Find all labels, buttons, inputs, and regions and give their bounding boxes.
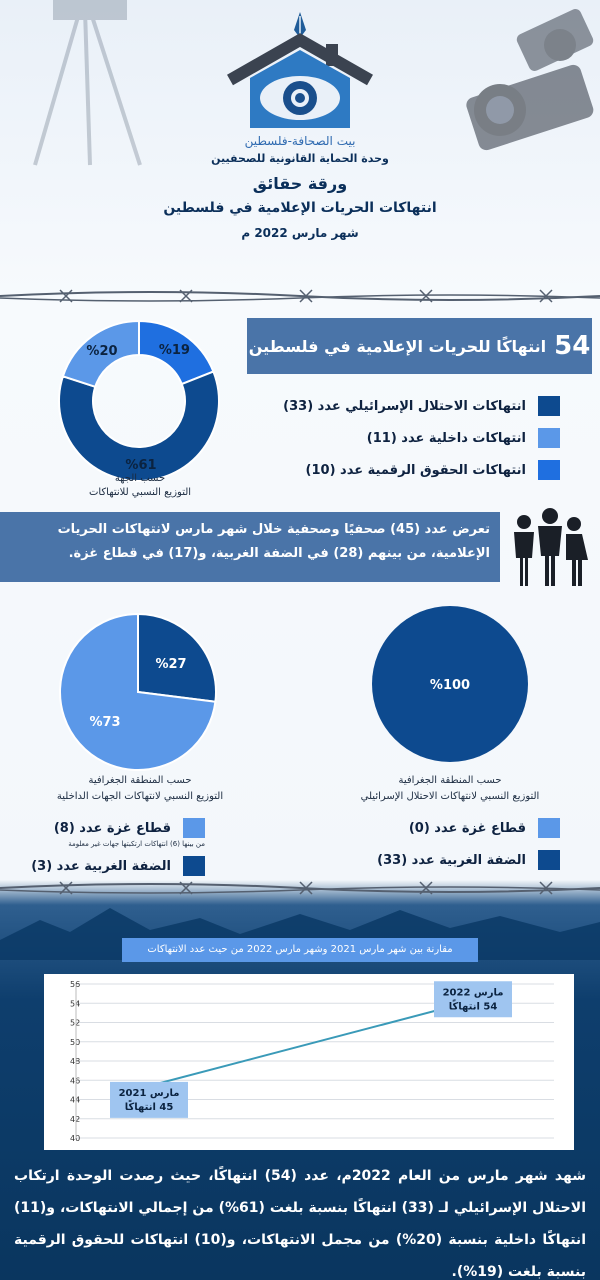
period: شهر مارس 2022 م bbox=[241, 226, 359, 240]
pie-slice-label: %27 bbox=[155, 656, 187, 672]
page-title: انتهاكات الحريات الإعلامية في فلسطين bbox=[163, 200, 437, 216]
headline-text: انتهاكًا للحريات الإعلامية في فلسطين bbox=[248, 336, 547, 356]
legend-swatch bbox=[183, 856, 205, 876]
journalists-banner: تعرض عدد (45) صحفيًا وصحفية خلال شهر مارس لانتهاكات الحريات الإعلامية، من بينهم (28) في الضفة الغربية، و(17) في قطاع غزة. bbox=[0, 512, 500, 582]
footer-summary: شهد شهر مارس من العام 2022م، عدد (54) انتهاكًا، حيث رصدت الوحدة ارتكاب الاحتلال الإسرائيلي لـ (33) انتهاكًا بنسبة بلغت (61%) من إجمالي الانتهاكات، و(11) انتهاكًا داخلية بنسبة (20%) من مجمل الانتهاكات، و(10) انتهاكات للحقوق الرقمية بنسبة بلغت (19%). bbox=[14, 1168, 586, 1280]
y-tick-label: 46 bbox=[70, 1076, 81, 1086]
internal-legend-gaza bbox=[54, 818, 205, 838]
legend-swatch bbox=[538, 850, 560, 870]
barbed-wire-divider bbox=[0, 876, 600, 900]
internal-pie-chart bbox=[58, 612, 218, 772]
donut-slice-label: %61 bbox=[125, 457, 157, 473]
entity-chart-title: التوزيع النسبي للانتهاكات bbox=[88, 487, 192, 498]
doc-type: ورقة حقائق bbox=[252, 174, 348, 193]
y-tick-label: 50 bbox=[70, 1037, 81, 1047]
legend-label: الضفة الغربية عدد (33) bbox=[377, 852, 526, 868]
y-tick-label: 56 bbox=[70, 980, 81, 989]
legend-swatch bbox=[538, 460, 560, 480]
legend-label: انتهاكات الحقوق الرقمية عدد (10) bbox=[305, 462, 526, 478]
donut-slice-label: %19 bbox=[158, 342, 190, 358]
legend-label: قطاع غزة عدد (0) bbox=[408, 820, 526, 836]
total-number: 54 bbox=[554, 331, 591, 361]
legend-label: انتهاكات داخلية عدد (11) bbox=[366, 430, 526, 446]
internal-chart-title: التوزيع النسبي لانتهاكات الجهات الداخلية bbox=[56, 791, 224, 802]
legend-swatch bbox=[538, 396, 560, 416]
y-tick-label: 44 bbox=[70, 1095, 81, 1105]
comparison-line-chart bbox=[44, 974, 574, 1150]
barbed-wire-divider bbox=[0, 284, 600, 308]
y-tick-label: 40 bbox=[70, 1134, 81, 1143]
occupation-legend-westbank bbox=[377, 850, 560, 870]
entity-donut-chart bbox=[56, 318, 222, 484]
donut-slice-label: %20 bbox=[86, 344, 118, 360]
unit-name: وحدة الحماية القانونية للصحفيين bbox=[211, 152, 389, 165]
data-label: مارس 2021 bbox=[118, 1087, 180, 1099]
occupation-pie-chart bbox=[370, 604, 530, 764]
data-label: 45 انتهاكًا bbox=[124, 1101, 174, 1113]
occupation-legend-gaza bbox=[409, 818, 560, 838]
y-tick-label: 42 bbox=[70, 1114, 81, 1124]
legend-label: انتهاكات الاحتلال الإسرائيلي عدد (33) bbox=[283, 398, 526, 414]
legend-swatch bbox=[538, 818, 560, 838]
internal-chart-subtitle: حسب المنطقة الجغرافية bbox=[88, 775, 192, 786]
org-name: بيت الصحافة-فلسطين bbox=[244, 134, 356, 148]
occupation-chart-title: التوزيع النسبي لانتهاكات الاحتلال الإسرائيلي bbox=[360, 791, 540, 802]
legend-item-internal bbox=[367, 428, 560, 448]
legend-swatch bbox=[183, 818, 205, 838]
pie-slice-label: %100 bbox=[429, 678, 471, 693]
legend-item-occupation bbox=[283, 396, 560, 416]
y-tick-label: 54 bbox=[70, 999, 81, 1009]
y-tick-label: 48 bbox=[70, 1057, 81, 1066]
tripod-icon bbox=[35, 0, 140, 165]
line-chart-title: مقارنة بين شهر مارس 2021 وشهر مارس 2022 من حيث عدد الانتهاكات bbox=[122, 938, 478, 962]
camera-icon bbox=[464, 7, 595, 152]
legend-label: قطاع غزة عدد (8) bbox=[53, 820, 171, 836]
people-icon bbox=[508, 508, 592, 588]
headline-banner bbox=[247, 318, 592, 374]
entity-chart-subtitle: حسب الجهة bbox=[114, 473, 166, 484]
internal-legend-westbank bbox=[31, 856, 205, 876]
legend-item-digital bbox=[306, 460, 560, 480]
occupation-chart-subtitle: حسب المنطقة الجغرافية bbox=[398, 775, 502, 786]
logo-icon bbox=[222, 8, 378, 138]
internal-legend-gaza-note: من بينها (6) انتهاكات ارتكبتها جهات غير معلومة bbox=[68, 840, 205, 848]
data-label: 54 انتهاكًا bbox=[448, 1001, 498, 1013]
y-tick-label: 52 bbox=[70, 1018, 81, 1028]
legend-swatch bbox=[538, 428, 560, 448]
pie-slice-label: %73 bbox=[89, 715, 121, 731]
data-label: مارس 2022 bbox=[442, 987, 504, 999]
legend-label: الضفة الغربية عدد (3) bbox=[31, 858, 171, 874]
